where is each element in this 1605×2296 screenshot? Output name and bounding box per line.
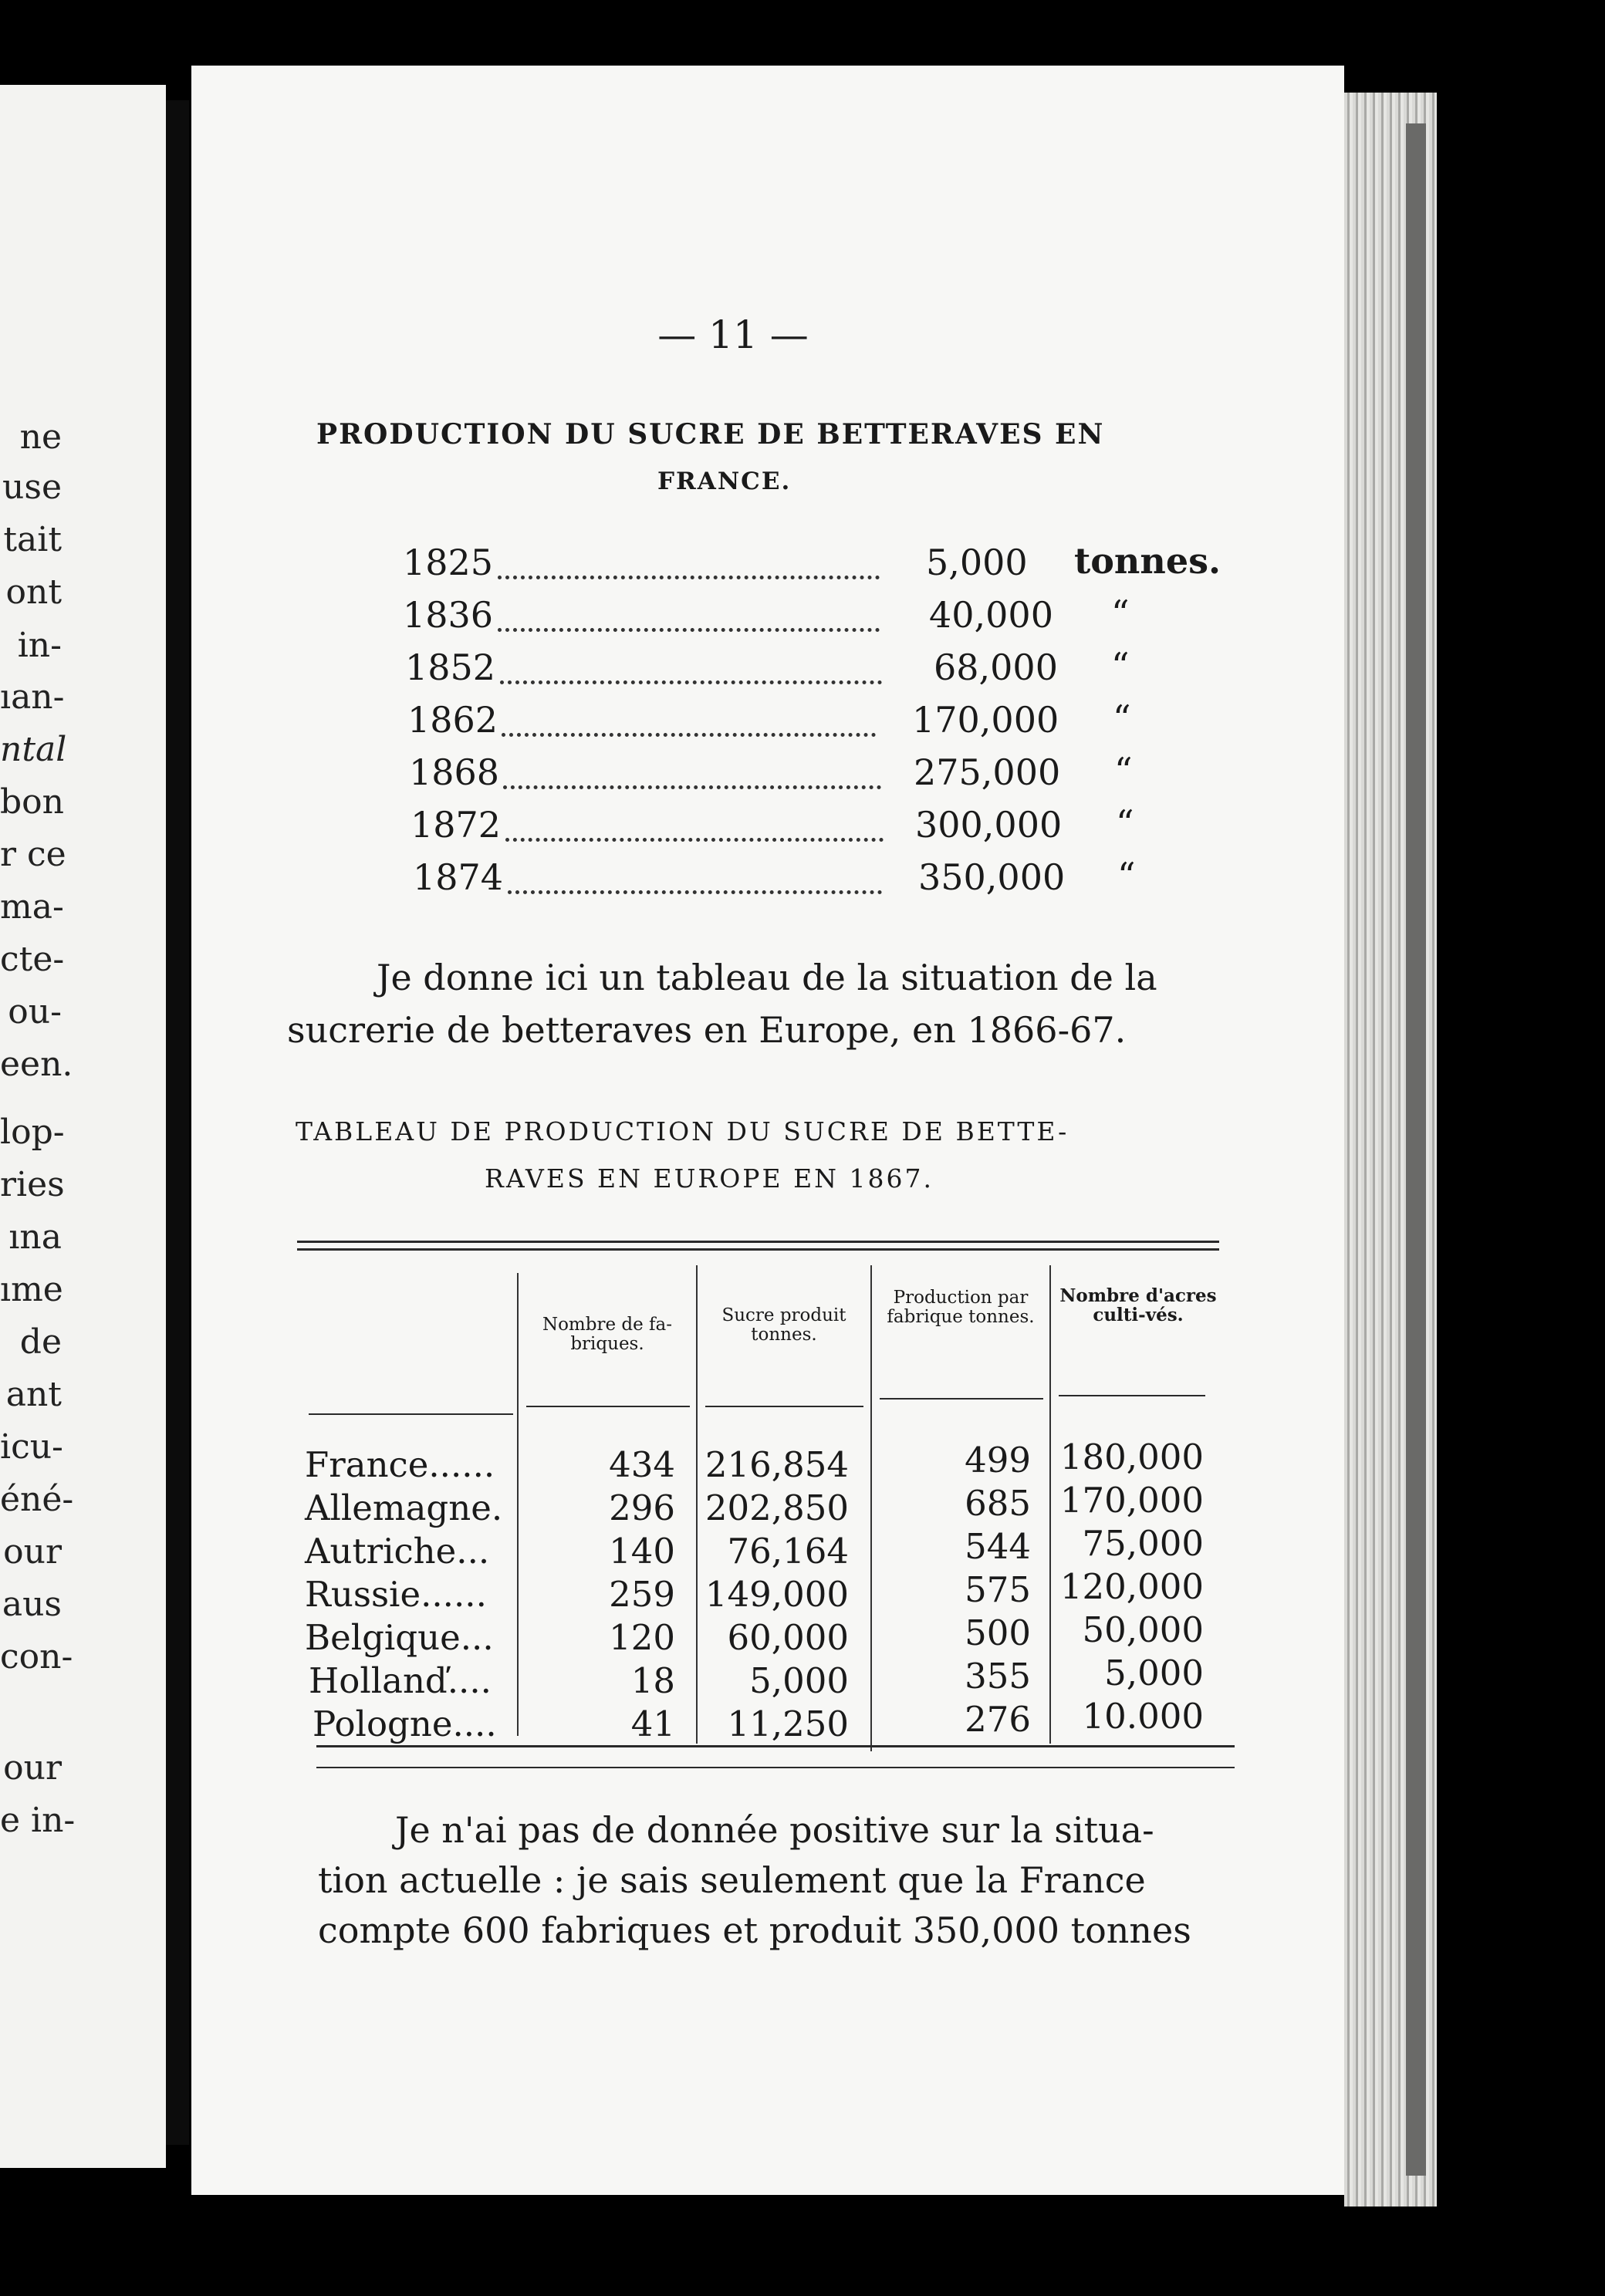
acres-cell: 50,000 (1082, 1609, 1204, 1650)
left-fragment: our (3, 1748, 62, 1788)
acres-cell: 5,000 (1104, 1653, 1204, 1693)
dot-leader (502, 728, 876, 737)
production-cell: 685 (965, 1483, 1031, 1524)
left-fragment: ntal (0, 730, 67, 769)
fabriques-cell: 120 (609, 1617, 675, 1658)
left-fragment: ma- (0, 887, 64, 927)
fabriques-cell: 259 (609, 1574, 675, 1615)
year: 1868 (409, 751, 500, 793)
ditto-mark: “ (1114, 750, 1133, 792)
paragraph-line: tion actuelle : je sais seulement que la France (318, 1859, 1146, 1901)
book-gutter (166, 100, 189, 2145)
country: Hollanď.... (309, 1660, 492, 1701)
ditto-mark: “ (1116, 802, 1134, 844)
country: Autriche... (305, 1531, 490, 1572)
sucre-cell: 76,164 (727, 1531, 849, 1572)
ditto-mark: “ (1111, 593, 1130, 634)
column-header: Production par fabrique tonnes. (887, 1288, 1035, 1327)
left-fragment: r ce (0, 835, 66, 874)
year: 1852 (405, 647, 496, 688)
table-top-rule (297, 1248, 1219, 1251)
left-fragment: de (19, 1322, 62, 1362)
dot-leader (505, 833, 884, 842)
fabriques-cell: 296 (609, 1487, 675, 1528)
year: 1874 (413, 856, 504, 898)
table-bottom-rule (316, 1767, 1235, 1768)
sucre-cell: 216,854 (705, 1444, 849, 1485)
country: France...... (305, 1444, 495, 1485)
header-rule (1059, 1395, 1205, 1396)
left-fragment: tait (3, 520, 62, 559)
dot-leader (500, 676, 882, 684)
country: Belgique... (305, 1617, 494, 1658)
left-fragment: ne (19, 417, 62, 457)
unit: tonnes. (1074, 540, 1221, 582)
production-cell: 575 (965, 1569, 1031, 1610)
sucre-cell: 11,250 (727, 1703, 849, 1744)
left-fragment: in- (17, 626, 62, 665)
column-divider (870, 1265, 872, 1751)
section-title: PRODUCTION DU SUCRE DE BETTERAVES EN (316, 418, 1105, 451)
country: Allemagne. (305, 1487, 503, 1528)
left-fragment: ou- (8, 992, 62, 1032)
column-header: Sucre produit tonnes. (721, 1305, 846, 1345)
year: 1825 (403, 542, 494, 583)
acres-cell: 120,000 (1059, 1566, 1204, 1607)
paragraph-line: Je donne ici un tableau de la situation de la (377, 957, 1157, 998)
left-fragment: icu- (0, 1427, 63, 1467)
left-fragment: e in- (0, 1801, 76, 1840)
ditto-mark: “ (1113, 697, 1131, 739)
page-number: — 11 — (657, 312, 809, 357)
table-bottom-rule (316, 1745, 1235, 1747)
column-divider (1049, 1265, 1051, 1744)
fabriques-cell: 140 (609, 1531, 675, 1572)
acres-cell: 170,000 (1059, 1480, 1204, 1521)
year: 1872 (411, 804, 502, 846)
tonnage: 170,000 (912, 699, 1059, 741)
acres-cell: 180,000 (1059, 1437, 1204, 1477)
column-header: Nombre de fa-briques. (542, 1315, 673, 1354)
production-cell: 544 (965, 1526, 1031, 1567)
ditto-mark: “ (1111, 645, 1130, 687)
tonnage: 40,000 (929, 594, 1053, 636)
year: 1836 (403, 594, 494, 636)
tonnage: 350,000 (918, 856, 1066, 898)
left-fragment: ıan- (0, 677, 65, 717)
paragraph-line: sucrerie de betteraves en Europe, en 1866-67. (287, 1009, 1127, 1051)
header-rule (526, 1406, 690, 1407)
sucre-cell: 60,000 (727, 1617, 849, 1658)
column-header: Nombre d'acres culti-vés. (1059, 1285, 1217, 1325)
paragraph-line: compte 600 fabriques et produit 350,000 tonnes (318, 1909, 1191, 1951)
acres-cell: 75,000 (1082, 1523, 1204, 1564)
left-fragment: lop- (0, 1113, 65, 1152)
left-fragment: con- (0, 1637, 73, 1676)
table-title: TABLEAU DE PRODUCTION DU SUCRE DE BETTE- (296, 1116, 1069, 1146)
production-cell: 499 (965, 1440, 1031, 1481)
tonnage: 300,000 (915, 804, 1063, 846)
country: Pologne.... (313, 1703, 497, 1744)
paragraph-line: Je n'ai pas de donnée positive sur la situa- (395, 1809, 1154, 1851)
fabriques-cell: 434 (609, 1444, 675, 1485)
ditto-mark: “ (1117, 855, 1136, 896)
left-fragment: use (2, 468, 62, 507)
production-cell: 276 (965, 1699, 1031, 1740)
sucre-cell: 149,000 (705, 1574, 849, 1615)
fabriques-cell: 41 (630, 1703, 675, 1744)
left-fragment: our (3, 1532, 62, 1572)
left-fragment: éné- (0, 1480, 74, 1519)
left-fragment: ına (8, 1217, 62, 1257)
left-fragment: ries (0, 1165, 65, 1204)
left-fragment: ıme (0, 1270, 63, 1309)
left-fragment: bon (0, 782, 64, 822)
page-edge-shadow (1406, 123, 1426, 2176)
country: Russie...... (305, 1574, 487, 1615)
acres-cell: 10.000 (1082, 1696, 1204, 1737)
production-cell: 500 (965, 1612, 1031, 1653)
header-rule (880, 1398, 1043, 1400)
tonnage: 5,000 (926, 542, 1028, 583)
dot-leader (508, 886, 882, 894)
header-rule (705, 1406, 863, 1407)
header-rule (309, 1413, 513, 1415)
section-title-cont: FRANCE. (657, 468, 792, 495)
tonnage: 275,000 (914, 751, 1061, 793)
left-fragment: een. (0, 1045, 73, 1084)
fabriques-cell: 18 (630, 1660, 675, 1701)
table-top-rule (297, 1241, 1219, 1243)
sucre-cell: 5,000 (749, 1660, 849, 1701)
left-fragment: ont (5, 572, 62, 612)
dot-leader (498, 571, 880, 579)
dot-leader (498, 623, 880, 632)
sucre-cell: 202,850 (705, 1487, 849, 1528)
production-cell: 355 (965, 1656, 1031, 1697)
tonnage: 68,000 (934, 647, 1058, 688)
year: 1862 (407, 699, 498, 741)
left-fragment: aus (2, 1585, 62, 1624)
left-fragment: cte- (0, 940, 65, 979)
dot-leader (503, 781, 881, 789)
left-fragment: ant (5, 1375, 62, 1414)
table-title-cont: RAVES EN EUROPE EN 1867. (485, 1163, 934, 1194)
